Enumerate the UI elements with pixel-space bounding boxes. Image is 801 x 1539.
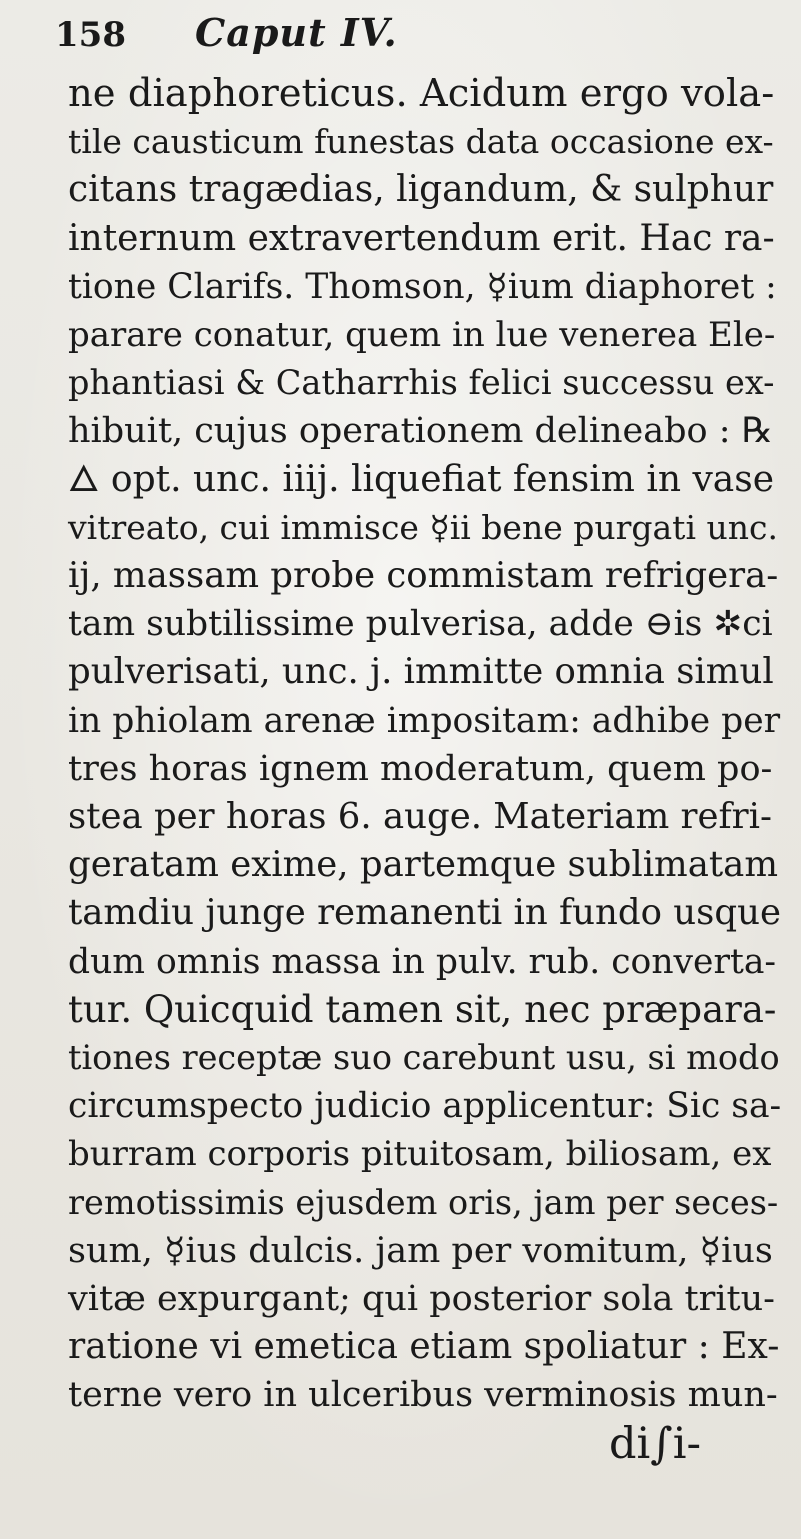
text-line: pulverisati, unc. j. immitte omnia simul — [68, 651, 774, 693]
page-header — [55, 10, 771, 68]
text-line: internum extravertendum erit. Hac ra- — [68, 217, 775, 259]
text-line: hibuit, cujus operationem delineabo : ℞ — [68, 411, 774, 452]
text-line: tile causticum funestas data occasione ex- — [68, 122, 774, 162]
text-line: ij, massam probe commistam refrigera- — [68, 555, 779, 597]
running-head: Caput IV. — [195, 10, 398, 55]
text-line: stea per horas 6. auge. Materiam refri- — [68, 796, 772, 838]
text-line: 🜂 opt. unc. iiij. liquefiat fensim in vase — [68, 458, 775, 500]
text-line: tur. Quicquid tamen sit, nec præpara- — [68, 987, 777, 1031]
text-line: sum, ☿ius dulcis. jam per vomitum, ☿ius — [68, 1230, 773, 1271]
text-line: phantiasi & Catharrhis felici successu ex- — [68, 363, 775, 403]
text-line: citans tragædias, ligandum, & sulphur — [68, 169, 774, 211]
page-number: 158 — [55, 15, 126, 55]
text-line: ratione vi emetica etiam spoliatur : Ex- — [68, 1326, 780, 1368]
text-line: vitreato, cui immisce ☿ii bene purgati unc. — [68, 507, 778, 547]
text-line: dum omnis massa in pulv. rub. converta- — [68, 941, 777, 982]
text-line: remotissimis ejusdem oris, jam per seces- — [68, 1182, 779, 1222]
text-line: circumspecto judicio applicentur: Sic sa- — [68, 1086, 782, 1127]
text-line: tres horas ignem moderatum, quem po- — [68, 748, 773, 789]
text-line: burram corporis pituitosam, biliosam, ex — [68, 1134, 772, 1175]
catchword: di∫i- — [609, 1418, 701, 1469]
text-line: tamdiu junge remanenti in fundo usque — [68, 892, 781, 934]
text-line: tiones receptæ suo carebunt usu, si modo — [68, 1038, 780, 1078]
text-line: parare conatur, quem in lue venerea Ele- — [68, 315, 776, 356]
text-line: vitæ expurgant; qui posterior sola tritu- — [68, 1279, 775, 1320]
text-line: tione Clarifs. Thomson, ☿ium diaphoret : — [68, 266, 777, 307]
text-line: geratam exime, partemque sublimatam — [68, 844, 778, 886]
text-line: ne diaphoreticus. Acidum ergo vola- — [68, 71, 775, 116]
text-line: tam subtilissime pulverisa, adde ⊖is ✲ci — [68, 604, 773, 645]
body-text — [68, 70, 782, 1469]
text-line: terne vero in ulceribus verminosis mun- — [68, 1375, 778, 1416]
text-line: in phiolam arenæ impositam: adhibe per — [68, 700, 781, 741]
